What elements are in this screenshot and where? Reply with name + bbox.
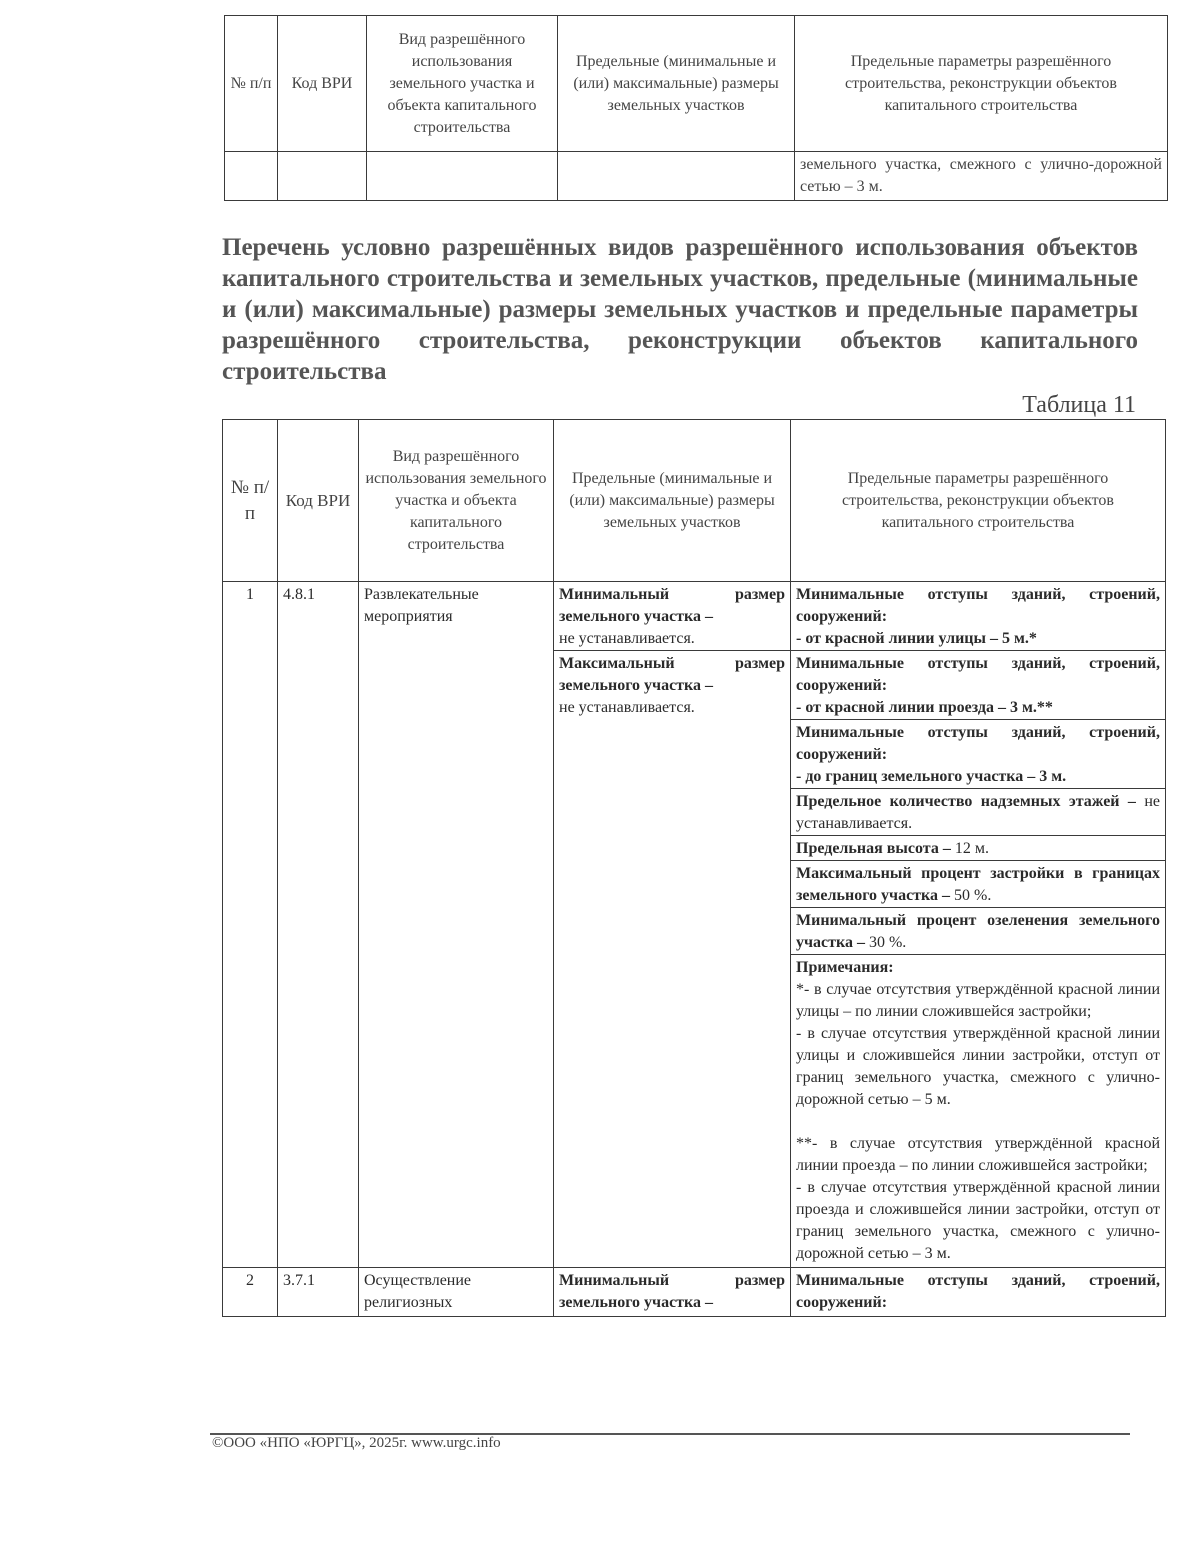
note-item: - в случае отсутствия утверждённой красной линии улицы и сложившейся линии застройки, отступ от границ земельного участка, смежного с улично-дорожной сетью – 5 м. [796, 1025, 1160, 1108]
table-row [223, 582, 1166, 1268]
note-item: - в случае отсутствия утверждённой красной линии проезда и сложившейся линии застройки, отступ от границ земельного участка, смежного с улично-дорожной сетью – 3 м. [796, 1179, 1160, 1262]
params-bold: Минимальные отступы зданий, строений, сооружений: [791, 1268, 1166, 1317]
row-number: 1 [223, 582, 278, 1268]
param-item: Минимальные отступы зданий, строений, сооружений: - от красной линии улицы – 5 м.* [796, 586, 1160, 647]
continuation-text: земельного участка, смежного с улично-дорожной сетью – 3 м. [795, 152, 1168, 201]
size-min-bold: Минимальный размер земельного участка – [559, 586, 785, 625]
header-size: Предельные (минимальные и (или) максимальные) размеры земельных участков [558, 16, 795, 152]
param-item: Минимальные отступы зданий, строений, сооружений: - до границ земельного участка – 3 м. [791, 719, 1165, 788]
row-type: Развлекательные мероприятия [359, 582, 554, 1268]
main-table [222, 419, 1166, 1317]
row-code: 4.8.1 [278, 582, 359, 1268]
section-heading: Перечень условно разрешённых видов разрешённого использования объектов капитального строительства и земельных участков, предельные (минимальные и (или) максимальные) размеры земельных участков и предельные параметры разрешённого строительства, реконструкции объектов капитального строительства [222, 234, 1138, 385]
param-item: Предельное количество надземных этажей – не устанавливается. [791, 788, 1165, 835]
note-item: **- в случае отсутствия утверждённой красной линии проезда – по линии сложившейся застройки; [796, 1135, 1160, 1174]
table-header-row [225, 16, 1168, 152]
size-min-value: не устанавливается. [559, 630, 695, 647]
param-item: Максимальный процент застройки в границах земельного участка – 50 %. [791, 860, 1165, 907]
row-number: 2 [223, 1268, 278, 1317]
header-type: Вид разрешённого использования земельного участка и объекта капитального строительства [359, 420, 554, 582]
row-type: Осуществление религиозных [359, 1268, 554, 1317]
note-item: *- в случае отсутствия утверждённой красной линии улицы – по линии сложившейся застройки; [796, 981, 1160, 1020]
header-params: Предельные параметры разрешённого строительства, реконструкции объектов капитального строительства [795, 16, 1168, 152]
table-row [223, 1268, 1166, 1317]
notes-block [791, 954, 1165, 1267]
footer-text: ©ООО «НПО «ЮРГЦ», 2025г. www.urgc.info [212, 1435, 501, 1451]
header-code: Код ВРИ [278, 16, 367, 152]
notes-title: Примечания: [796, 959, 894, 976]
size-max-value: не устанавливается. [559, 699, 695, 716]
header-code: Код ВРИ [278, 420, 359, 582]
header-num: № п/п [225, 16, 278, 152]
param-item: Минимальные отступы зданий, строений, сооружений: - от красной линии проезда – 3 м.** [791, 650, 1165, 719]
header-type: Вид разрешённого использования земельного участка и объекта капитального строительства [367, 16, 558, 152]
header-num: № п/п [223, 420, 278, 582]
row-code: 3.7.1 [278, 1268, 359, 1317]
row-size-cell [554, 582, 791, 1268]
row-params-cell [791, 582, 1166, 1268]
header-params: Предельные параметры разрешённого строительства, реконструкции объектов капитального строительства [791, 420, 1166, 582]
param-item: Минимальный процент озеленения земельного участка – 30 %. [791, 907, 1165, 954]
param-item: Предельная высота – 12 м. [791, 835, 1165, 860]
table-header-row [223, 420, 1166, 582]
table-label: Таблица 11 [1022, 392, 1136, 418]
size-max-bold: Максимальный размер земельного участка – [559, 655, 785, 694]
continued-table [224, 15, 1168, 201]
table-row [225, 152, 1168, 201]
header-size: Предельные (минимальные и (или) максимальные) размеры земельных участков [554, 420, 791, 582]
size-min-bold: Минимальный размер земельного участка – [554, 1268, 791, 1317]
